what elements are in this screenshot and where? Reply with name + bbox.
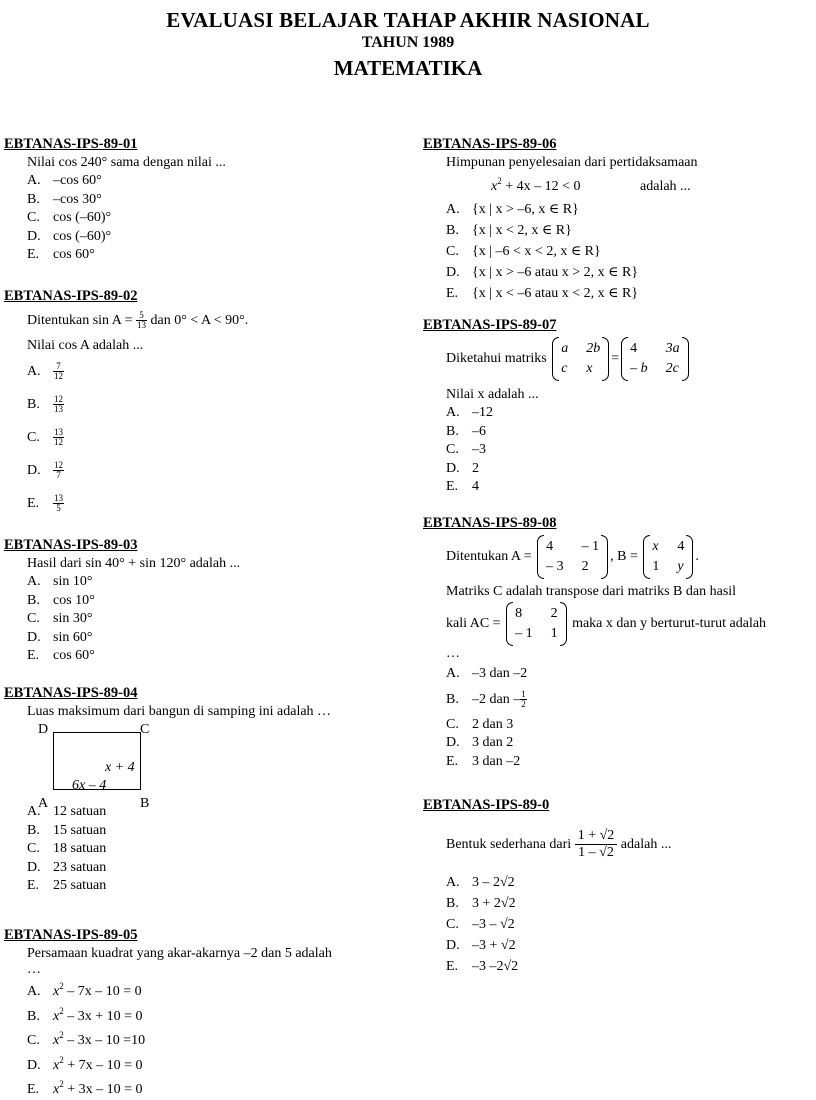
fraction-denominator: 12 — [54, 437, 63, 448]
question-03 — [4, 536, 404, 684]
matrix-cell: 2b — [586, 340, 601, 356]
fraction-denominator: 13 — [137, 320, 147, 331]
option-letter: A. — [446, 875, 460, 890]
option-text: –cos 30° — [53, 191, 102, 207]
option-d[interactable] — [423, 734, 813, 753]
option-b[interactable] — [4, 1002, 404, 1027]
matrix-cells — [559, 337, 602, 381]
question-08 — [423, 514, 813, 796]
option-text: –3 + √2 — [472, 938, 516, 953]
option-text: –2 dan – — [472, 691, 521, 707]
option-letter: A. — [27, 804, 41, 819]
option-e[interactable] — [4, 246, 404, 265]
inequality-text: + 4x – 12 < 0 — [501, 179, 581, 194]
option-c[interactable] — [4, 840, 404, 859]
option-a[interactable] — [4, 172, 404, 191]
option-b[interactable] — [423, 684, 813, 716]
option-letter: E. — [446, 479, 459, 495]
fraction-numerator: 13 — [54, 493, 63, 504]
option-letter: D. — [446, 265, 460, 280]
stem-text: Diketahui matriks — [446, 351, 547, 366]
fraction — [53, 428, 64, 447]
left-column — [4, 135, 404, 1100]
option-b[interactable] — [4, 592, 404, 611]
stem-text: dan 0° < A < 90°. — [150, 313, 249, 328]
option-letter: C. — [27, 1033, 40, 1049]
option-letter: E. — [27, 247, 40, 263]
matrix-cell: 4 — [630, 340, 638, 356]
stem-text: kali AC = — [446, 616, 501, 631]
question-title: EBTANAS-IPS-89-05 — [4, 927, 138, 943]
option-text: 3 dan –2 — [472, 753, 521, 769]
option-b[interactable] — [423, 423, 813, 442]
stem-text: Bentuk sederhana dari — [446, 837, 572, 852]
option-text: sin 60° — [53, 629, 93, 645]
option-letter: B. — [27, 592, 40, 608]
option-c[interactable] — [423, 441, 813, 460]
vertex-d-label: D — [38, 722, 49, 737]
option-a[interactable] — [423, 872, 813, 893]
option-a[interactable] — [423, 199, 813, 220]
option-a[interactable] — [423, 404, 813, 423]
option-d[interactable] — [423, 262, 813, 283]
question-06 — [423, 135, 813, 316]
option-letter: E. — [446, 753, 459, 769]
question-stem-2: Matriks C adalah transpose dari matriks B dan hasil — [446, 584, 737, 599]
question-09 — [423, 796, 813, 977]
option-text: –3 dan –2 — [472, 666, 528, 681]
matrix-a — [537, 535, 608, 579]
matrix-cells — [628, 337, 682, 381]
option-text: cos (–60)° — [53, 210, 112, 226]
option-text: {x | x > –6 atau x > 2, x ∈ R} — [472, 265, 639, 280]
question-stem: Himpunan penyelesaian dari pertidaksamaan — [446, 155, 698, 170]
option-d[interactable] — [4, 1051, 404, 1076]
inequality-exponent: 2 — [497, 176, 502, 186]
option-exponent: 2 — [59, 1030, 64, 1041]
option-text: –3 –2√2 — [472, 959, 519, 974]
matrix-cell: 4 — [546, 538, 554, 554]
question-04 — [4, 684, 404, 926]
option-variable: x — [53, 984, 60, 999]
inequality — [423, 172, 813, 196]
option-text: 3 + 2√2 — [472, 896, 516, 911]
option-letter: E. — [27, 648, 40, 664]
option-letter: A. — [446, 666, 460, 681]
option-text: sin 10° — [53, 574, 93, 589]
bracket-right — [601, 535, 608, 579]
matrix-cell: – b — [630, 360, 648, 376]
fraction-denominator: 12 — [54, 371, 63, 382]
question-07 — [423, 316, 813, 514]
matrix-b — [643, 535, 693, 579]
option-letter: B. — [27, 191, 40, 207]
matrix-cells — [513, 602, 560, 646]
exam-title: EVALUASI BELAJAR TAHAP AKHIR NASIONAL — [166, 8, 650, 32]
option-a[interactable] — [4, 977, 404, 1002]
option-e[interactable] — [423, 283, 813, 304]
matrix-cell: 1 — [550, 625, 558, 641]
option-text: 23 satuan — [53, 859, 107, 875]
option-letter: B. — [27, 1008, 40, 1024]
option-b[interactable] — [423, 220, 813, 241]
option-d[interactable] — [423, 460, 813, 479]
question-stem-3 — [423, 601, 813, 647]
stem-text: , B = — [610, 549, 638, 564]
vertex-c-label: C — [140, 722, 150, 737]
option-b[interactable] — [4, 191, 404, 210]
option-letter: D. — [27, 859, 41, 875]
option-letter: E. — [27, 878, 40, 894]
matrix-cell: 3a — [665, 340, 680, 356]
option-letter: D. — [27, 629, 41, 645]
question-stem: Luas maksimum dari bangun di samping ini adalah … — [27, 704, 332, 719]
question-stem-2: Nilai x adalah ... — [446, 387, 539, 402]
option-a[interactable] — [4, 355, 404, 388]
option-letter: E. — [27, 1082, 40, 1098]
option-letter: B. — [446, 223, 459, 238]
option-letter: B. — [27, 822, 40, 838]
question-title: EBTANAS-IPS-89-07 — [423, 317, 557, 333]
option-letter: A. — [27, 173, 41, 188]
option-a[interactable] — [423, 665, 813, 684]
fraction — [575, 828, 618, 861]
fraction — [136, 311, 147, 330]
option-text: 12 satuan — [53, 804, 107, 819]
option-exponent: 2 — [59, 981, 64, 991]
fraction-denominator: 1 – √2 — [578, 845, 614, 861]
question-title: EBTANAS-IPS-89-03 — [4, 537, 138, 553]
option-text: –3 — [472, 442, 486, 458]
option-c[interactable] — [423, 241, 813, 262]
option-text: + 3x – 10 = 0 — [63, 1082, 143, 1098]
stem-text: maka x dan y berturut-turut adalah — [572, 616, 767, 631]
option-letter: C. — [27, 841, 40, 857]
question-stem-2: … — [27, 962, 41, 977]
option-d[interactable] — [4, 228, 404, 247]
option-text: {x | –6 < x < 2, x ∈ R} — [472, 244, 601, 259]
option-text: 25 satuan — [53, 878, 107, 894]
option-letter: D. — [27, 228, 41, 244]
matrix-cell: c — [561, 360, 568, 376]
option-text: 2 dan 3 — [472, 716, 514, 732]
option-b[interactable] — [4, 388, 404, 421]
bracket-right — [560, 602, 567, 646]
option-d[interactable] — [4, 859, 404, 878]
stem-text: Ditentukan A = — [446, 549, 532, 564]
question-stem-4: … — [446, 646, 460, 661]
bracket-left — [621, 337, 628, 381]
matrix-cell: – 1 — [515, 625, 533, 641]
option-e[interactable] — [4, 1075, 404, 1100]
option-text: –3 – √2 — [472, 917, 515, 932]
question-title: EBTANAS-IPS-89-04 — [4, 685, 138, 701]
option-letter: D. — [446, 735, 460, 751]
question-01 — [4, 135, 404, 287]
option-letter: B. — [27, 397, 40, 413]
question-05 — [4, 926, 404, 1100]
option-e[interactable] — [423, 478, 813, 497]
option-letter: C. — [27, 210, 40, 226]
side-length-label: x + 4 — [105, 760, 135, 775]
question-stem — [423, 818, 813, 872]
matrix-ac — [506, 602, 567, 646]
option-c[interactable] — [4, 209, 404, 228]
option-letter: B. — [446, 691, 459, 707]
option-letter: C. — [446, 716, 459, 732]
exam-year: TAHUN 1989 — [361, 34, 455, 51]
bracket-left — [643, 535, 650, 579]
fraction-denominator: 2 — [521, 698, 526, 709]
question-stem — [4, 309, 404, 333]
option-c[interactable] — [4, 1026, 404, 1051]
question-title: EBTANAS-IPS-89-08 — [423, 515, 557, 531]
question-stem — [423, 336, 813, 382]
fraction-numerator: 12 — [54, 460, 63, 471]
option-text: cos (–60)° — [53, 228, 112, 244]
option-letter: D. — [27, 1057, 41, 1073]
option-text: {x | x < –6 atau x < 2, x ∈ R} — [472, 286, 639, 301]
question-stem: Hasil dari sin 40° + sin 120° adalah ... — [27, 556, 241, 571]
option-text: {x | x < 2, x ∈ R} — [472, 223, 572, 238]
vertex-a-label: A — [38, 796, 49, 811]
option-text: cos 60° — [53, 648, 95, 664]
fraction-numerator: 7 — [53, 362, 64, 372]
question-stem-2: Nilai cos A adalah ... — [27, 338, 144, 353]
matrix-cell: y — [677, 558, 684, 574]
vertex-b-label: B — [140, 796, 150, 811]
option-text: cos 10° — [53, 592, 95, 608]
option-letter: A. — [27, 574, 41, 589]
matrix-cells — [544, 535, 601, 579]
option-letter: C. — [446, 442, 459, 458]
option-letter: E. — [446, 286, 459, 301]
option-letter: C. — [446, 244, 459, 259]
option-text: 3 dan 2 — [472, 735, 514, 751]
option-c[interactable] — [4, 610, 404, 629]
option-text: –6 — [472, 423, 486, 439]
base-length-label: 6x – 4 — [72, 778, 107, 793]
matrix-cell: 2c — [665, 360, 679, 376]
matrix-right — [621, 337, 689, 381]
fraction — [520, 690, 527, 709]
option-d[interactable] — [4, 629, 404, 648]
option-d[interactable] — [4, 454, 404, 487]
rectangle-figure — [4, 721, 404, 811]
matrix-cell: – 3 — [546, 558, 564, 574]
fraction-numerator: 12 — [54, 394, 63, 405]
option-text: –cos 60° — [53, 173, 102, 188]
option-text: cos 60° — [53, 247, 95, 263]
option-text: –12 — [472, 405, 493, 420]
option-letter: D. — [27, 463, 41, 479]
option-c[interactable] — [4, 421, 404, 454]
option-text: 18 satuan — [53, 841, 107, 857]
option-variable: x — [53, 1082, 60, 1098]
option-text: {x | x > –6, x ∈ R} — [472, 202, 579, 217]
option-letter: E. — [446, 959, 459, 974]
fraction — [53, 395, 64, 414]
option-letter: B. — [446, 896, 459, 911]
option-a[interactable] — [4, 803, 404, 822]
bracket-left — [537, 535, 544, 579]
option-c[interactable] — [423, 914, 813, 935]
matrix-cell: x — [652, 538, 659, 554]
option-letter: A. — [27, 984, 41, 999]
matrix-cell: 1 — [652, 558, 660, 574]
fraction — [53, 461, 64, 480]
question-stem: Nilai cos 240° sama dengan nilai ... — [27, 155, 226, 170]
option-text: 2 — [472, 460, 479, 476]
question-title: EBTANAS-IPS-89-02 — [4, 288, 138, 304]
question-title: EBTANAS-IPS-89-01 — [4, 136, 138, 152]
option-exponent: 2 — [59, 1079, 64, 1090]
matrix-cell: 4 — [677, 538, 685, 554]
fraction-numerator: 1 + √2 — [575, 828, 618, 845]
fraction-denominator: 7 — [56, 470, 61, 481]
option-variable: x — [53, 1033, 60, 1049]
option-e[interactable] — [4, 487, 404, 520]
exam-subject: MATEMATIKA — [333, 56, 483, 80]
option-letter: C. — [27, 430, 40, 446]
option-e[interactable] — [4, 877, 404, 896]
fraction-numerator: 1 — [521, 688, 526, 699]
option-b[interactable] — [423, 893, 813, 914]
matrix-cell: a — [561, 340, 569, 356]
option-letter: C. — [27, 611, 40, 627]
option-letter: A. — [446, 405, 460, 420]
question-stem: Persamaan kuadrat yang akar-akarnya –2 dan 5 adalah — [27, 946, 332, 961]
right-column — [423, 135, 813, 977]
question-stem — [423, 534, 813, 580]
matrix-cell: x — [586, 360, 593, 376]
stem-text: Ditentukan sin A = — [27, 313, 133, 328]
bracket-left — [552, 337, 559, 381]
option-text: – 3x – 10 =10 — [63, 1033, 146, 1049]
option-letter: B. — [446, 423, 459, 439]
matrix-cell: 2 — [550, 605, 558, 621]
matrix-cell: 2 — [581, 558, 589, 574]
bracket-right — [682, 337, 689, 381]
option-a[interactable] — [4, 573, 404, 592]
matrix-cell: – 1 — [581, 538, 600, 554]
option-b[interactable] — [4, 822, 404, 841]
equals-sign: = — [611, 351, 620, 366]
option-exponent: 2 — [59, 1005, 64, 1016]
option-text: – 7x – 10 = 0 — [63, 984, 142, 999]
fraction — [53, 494, 64, 513]
fraction — [53, 362, 64, 381]
stem-text: . — [695, 549, 699, 564]
option-text: + 7x – 10 = 0 — [63, 1057, 143, 1073]
option-text: – 3x + 10 = 0 — [63, 1008, 143, 1024]
matrix-cells — [650, 535, 686, 579]
option-letter: E. — [27, 496, 40, 512]
option-exponent: 2 — [59, 1054, 64, 1065]
option-text: 4 — [472, 479, 479, 495]
option-e[interactable] — [423, 753, 813, 772]
option-d[interactable] — [423, 935, 813, 956]
question-02 — [4, 287, 404, 536]
fraction-denominator: 5 — [56, 503, 61, 514]
fraction-denominator: 13 — [54, 404, 63, 415]
option-letter: D. — [446, 938, 460, 953]
option-e[interactable] — [4, 647, 404, 666]
fraction-numerator: 13 — [54, 427, 63, 438]
option-c[interactable] — [423, 716, 813, 735]
option-text: sin 30° — [53, 611, 93, 627]
matrix-left — [552, 337, 609, 381]
question-title: EBTANAS-IPS-89-06 — [423, 136, 557, 152]
option-letter: D. — [446, 460, 460, 476]
option-letter: A. — [446, 202, 460, 217]
stem-text: adalah ... — [620, 837, 672, 852]
bracket-left — [506, 602, 513, 646]
option-variable: x — [53, 1057, 60, 1073]
option-letter: C. — [446, 917, 459, 932]
option-text: 3 – 2√2 — [472, 875, 515, 890]
option-letter: A. — [27, 364, 41, 380]
option-variable: x — [53, 1008, 60, 1024]
inequality-variable: x — [491, 179, 498, 194]
option-e[interactable] — [423, 956, 813, 977]
bracket-right — [602, 337, 609, 381]
fraction-numerator: 5 — [136, 311, 147, 321]
matrix-cell: 8 — [515, 605, 523, 621]
question-title: EBTANAS-IPS-89-0 — [423, 797, 550, 813]
option-text: 15 satuan — [53, 822, 107, 838]
inequality-tail: adalah ... — [640, 179, 691, 194]
bracket-right — [686, 535, 693, 579]
